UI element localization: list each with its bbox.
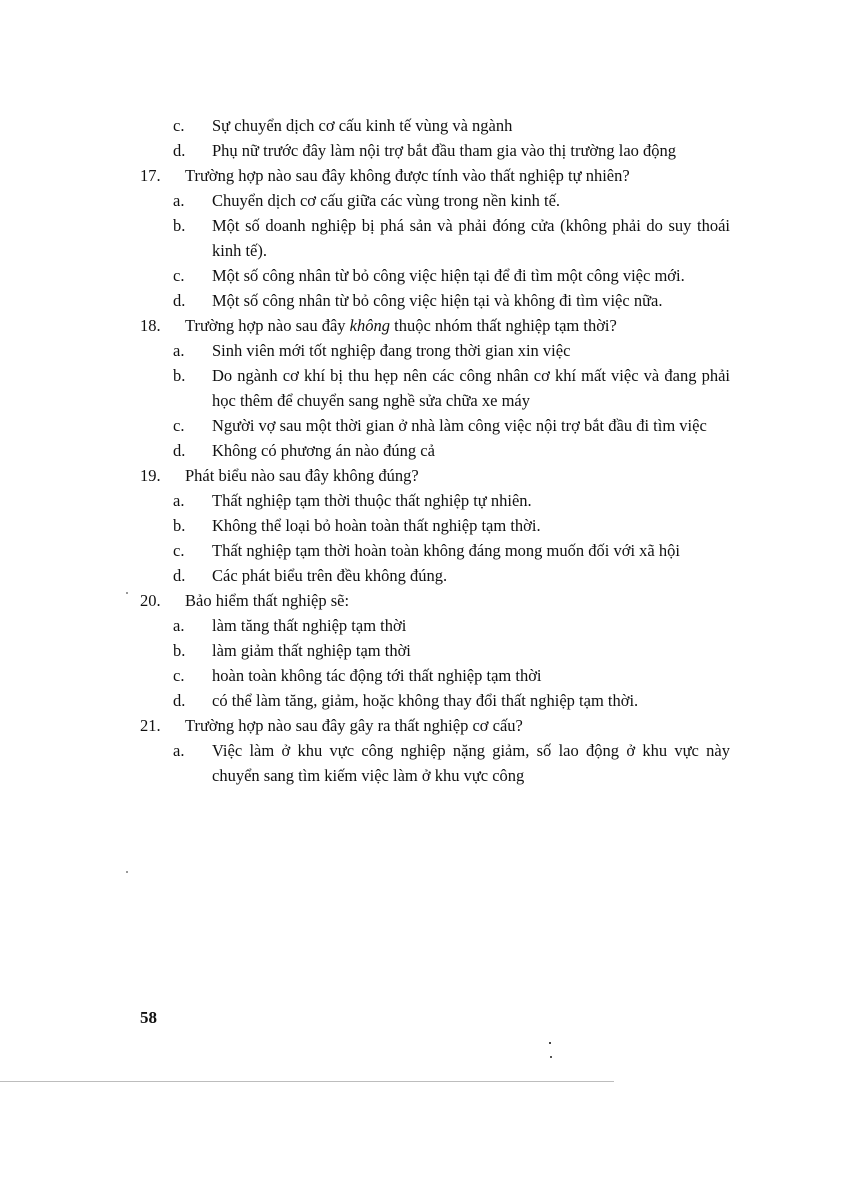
option-text: Chuyển dịch cơ cấu giữa các vùng trong nền kinh tế. <box>212 191 561 210</box>
option-text: có thể làm tăng, giảm, hoặc không thay đổi thất nghiệp tạm thời. <box>212 691 639 710</box>
question-text: Phát biểu nào sau đây không đúng? <box>185 466 419 485</box>
q17-option-d <box>140 288 730 313</box>
option-text: Thất nghiệp tạm thời hoàn toàn không đáng mong muốn đối với xã hội <box>212 541 680 560</box>
scan-speck <box>549 1042 551 1044</box>
question-number: 21. <box>140 716 161 735</box>
option-letter: c. <box>173 116 185 135</box>
q19-option-d <box>140 563 730 588</box>
question-emphasis: không <box>349 316 390 335</box>
scan-speck <box>126 592 128 594</box>
option-text: Người vợ sau một thời gian ở nhà làm công việc nội trợ bắt đầu đi tìm việc <box>212 416 707 435</box>
option-letter: c. <box>173 541 185 560</box>
option-letter: d. <box>173 691 186 710</box>
q19-option-b <box>140 513 730 538</box>
option-letter: d. <box>173 291 186 310</box>
option-text: Thất nghiệp tạm thời thuộc thất nghiệp tự nhiên. <box>212 491 532 510</box>
option-text: Không thể loại bỏ hoàn toàn thất nghiệp tạm thời. <box>212 516 541 535</box>
option-text: làm giảm thất nghiệp tạm thời <box>212 641 411 660</box>
q20-option-b <box>140 638 730 663</box>
option-letter: b. <box>173 216 186 235</box>
q17-option-b <box>140 213 730 263</box>
option-text: Một số công nhân từ bỏ công việc hiện tại và không đi tìm việc nữa. <box>212 291 663 310</box>
question-text-start: Trường hợp nào sau đây <box>185 316 350 335</box>
q18-option-d <box>140 438 730 463</box>
question-21 <box>140 713 730 738</box>
option-letter: d. <box>173 441 186 460</box>
option-letter: c. <box>173 416 185 435</box>
question-20 <box>140 588 730 613</box>
question-number: 20. <box>140 591 161 610</box>
question-text <box>185 313 730 338</box>
page-bottom-rule <box>0 1081 614 1082</box>
option-letter: c. <box>173 666 185 685</box>
page-content <box>140 113 730 788</box>
page-number: 58 <box>140 1008 157 1027</box>
option-text: Các phát biểu trên đều không đúng. <box>212 566 448 585</box>
option-text: hoàn toàn không tác động tới thất nghiệp tạm thời <box>212 666 542 685</box>
option-text: Việc làm ở khu vực công nghiệp nặng giảm, số lao động ở khu vực này chuyển sang tìm kiếm việc làm ở khu vực công <box>212 741 730 785</box>
option-text: Một số công nhân từ bỏ công việc hiện tại để đi tìm một công việc mới. <box>212 266 685 285</box>
question-text: Bảo hiểm thất nghiệp sẽ: <box>185 591 350 610</box>
question-number: 17. <box>140 166 161 185</box>
question-18 <box>140 313 730 338</box>
scan-speck <box>550 1056 552 1058</box>
q16-option-c <box>140 113 730 138</box>
question-text: Trường hợp nào sau đây không được tính vào thất nghiệp tự nhiên? <box>185 166 630 185</box>
q20-option-c <box>140 663 730 688</box>
option-text: Không có phương án nào đúng cả <box>212 441 435 460</box>
option-letter: d. <box>173 566 186 585</box>
scan-speck <box>126 871 128 873</box>
q19-option-c <box>140 538 730 563</box>
option-letter: a. <box>173 191 185 210</box>
option-text: làm tăng thất nghiệp tạm thời <box>212 616 407 635</box>
q21-option-a <box>140 738 730 788</box>
option-text: Phụ nữ trước đây làm nội trợ bắt đầu tham gia vào thị trường lao động <box>212 141 677 160</box>
q19-option-a <box>140 488 730 513</box>
option-text: Sự chuyển dịch cơ cấu kinh tế vùng và ngành <box>212 116 513 135</box>
q16-option-d <box>140 138 730 163</box>
option-letter: a. <box>173 741 185 760</box>
option-letter: a. <box>173 491 185 510</box>
option-letter: b. <box>173 366 186 385</box>
option-text: Do ngành cơ khí bị thu hẹp nên các công nhân cơ khí mất việc và đang phải học thêm để chuyển sang nghề sửa chữa xe máy <box>212 366 730 410</box>
option-letter: a. <box>173 341 185 360</box>
option-letter: b. <box>173 516 186 535</box>
q18-option-a <box>140 338 730 363</box>
question-19 <box>140 463 730 488</box>
q17-option-c <box>140 263 730 288</box>
option-text: Sinh viên mới tốt nghiệp đang trong thời gian xin việc <box>212 341 571 360</box>
q17-option-a <box>140 188 730 213</box>
option-text: Một số doanh nghiệp bị phá sản và phải đóng cửa (không phải do suy thoái kinh tế). <box>212 216 730 260</box>
question-17 <box>140 163 730 188</box>
question-text-end: thuộc nhóm thất nghiệp tạm thời? <box>389 316 617 335</box>
q20-option-a <box>140 613 730 638</box>
q20-option-d <box>140 688 730 713</box>
option-letter: a. <box>173 616 185 635</box>
option-letter: c. <box>173 266 185 285</box>
q18-option-b <box>140 363 730 413</box>
option-letter: b. <box>173 641 186 660</box>
question-number: 18. <box>140 316 161 335</box>
option-letter: d. <box>173 141 186 160</box>
question-text: Trường hợp nào sau đây gây ra thất nghiệp cơ cấu? <box>185 716 523 735</box>
question-number: 19. <box>140 466 161 485</box>
q18-option-c <box>140 413 730 438</box>
